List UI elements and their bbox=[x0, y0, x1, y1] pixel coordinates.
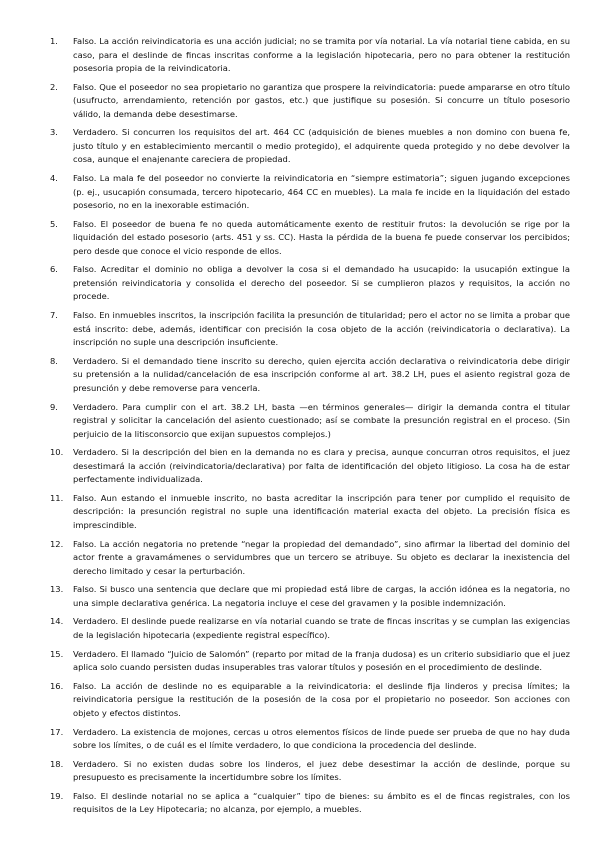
answer-item bbox=[50, 538, 570, 579]
answer-item bbox=[50, 680, 570, 721]
answer-text: Falso. El deslinde notarial no se aplica a “cualquier” tipo de bienes: su ámbito es el de fincas registrales, con los requisitos de la Ley Hipotecaria; no alcanza, por ejemplo, a muebles. bbox=[73, 790, 570, 815]
answer-item bbox=[50, 583, 570, 610]
answer-text: Falso. El poseedor de buena fe no queda automáticamente exento de restituir frutos: la devolución se rige por la liquidación del estado posesorio (arts. 451 y ss. CC). Hasta la pérdida de la buena fe puede conservar los percibidos; pero desde que conoce el vicio responde de ellos. bbox=[73, 218, 570, 256]
answer-number: 9. bbox=[50, 401, 58, 412]
answer-text: Falso. Aun estando el inmueble inscrito, no basta acreditar la inscripción para tener por cumplido el requisito de descripción: la presunción registral no suple una identificación material exacta del objeto. La precisión física es imprescindible. bbox=[73, 492, 570, 530]
answer-text: Verdadero. Si la descripción del bien en la demanda no es clara y precisa, aunque concurran otros requisitos, el juez desestimará la acción (reivindicatoria/declarativa) por falta de identificación del objeto litigioso. La cosa ha de estar perfectamente individualizada. bbox=[73, 447, 570, 485]
answer-text: Verdadero. El llamado “Juicio de Salomón” (reparto por mitad de la franja dudosa) es un criterio subsidiario que el juez aplica solo cuando persisten dudas insuperables tras valorar títulos y posesión en el procedimiento de deslinde. bbox=[73, 648, 570, 673]
answer-list bbox=[50, 35, 570, 817]
answer-item bbox=[50, 648, 570, 675]
answer-item bbox=[50, 615, 570, 642]
answer-number: 14. bbox=[50, 616, 64, 627]
answer-text: Verdadero. Si no existen dudas sobre los linderos, el juez debe desestimar la acción de deslinde, porque su presupuesto es precisamente la incertidumbre sobre los límites. bbox=[73, 758, 570, 783]
answer-item bbox=[50, 263, 570, 304]
answer-number: 1. bbox=[50, 36, 58, 46]
answer-text: Falso. Que el poseedor no sea propietario no garantiza que prospere la reivindicatoria: puede ampararse en otro título (usufructo, arrendamiento, retención por gastos, etc.) que justifique su posesión. Si concurre un título posesorio válido, la demanda debe desestimarse. bbox=[73, 81, 570, 119]
answer-text: Falso. La acción de deslinde no es equiparable a la reivindicatoria: el deslinde fija linderos y precisa límites; la reivindicatoria persigue la restitución de la posesión de la cosa por el propietario no poseedor. Son acciones con objeto y efectos distintos. bbox=[73, 680, 570, 718]
answer-number: 5. bbox=[50, 218, 58, 229]
answer-number: 8. bbox=[50, 355, 58, 366]
answer-text: Falso. En inmuebles inscritos, la inscripción facilita la presunción de titularidad; pero el actor no se limita a probar que está inscrito: debe, además, identificar con precisión la cosa objeto de la acción (reivindicatoria o declarativa). La inscripción no suple una descripción insuficiente. bbox=[73, 310, 570, 348]
answer-text: Verdadero. Si concurren los requisitos del art. 464 CC (adquisición de bienes muebles a non domino con buena fe, justo título y en establecimiento mercantil o medio protegido), el adquirente queda protegido y no debe devolver la cosa, aunque el enajenante careciera de propiedad. bbox=[73, 127, 570, 165]
answer-number: 4. bbox=[50, 173, 58, 184]
answer-text: Falso. Acreditar el dominio no obliga a devolver la cosa si el demandado ha usucapido: la usucapión extingue la pretensión reivindicatoria y consolida el derecho del poseedor. Si se cumplieron plazos y requisitos, la acción no procede. bbox=[73, 264, 570, 302]
answer-number: 16. bbox=[50, 680, 64, 691]
answer-item bbox=[50, 758, 570, 785]
answer-text: Verdadero. El deslinde puede realizarse en vía notarial cuando se trate de fincas inscritas y se cumplan las exigencias de la legislación hipotecaria (expediente registral específico). bbox=[73, 616, 570, 640]
answer-number: 2. bbox=[50, 81, 58, 92]
answer-text: Falso. Si busco una sentencia que declare que mi propiedad está libre de cargas, la acción idónea es la negatoria, no una simple declarativa genérica. La negatoria incluye el cese del gravamen y la posible indemnización. bbox=[73, 584, 570, 608]
answer-item bbox=[50, 355, 570, 396]
answer-number: 6. bbox=[50, 264, 58, 275]
answer-item bbox=[50, 126, 570, 167]
answer-item bbox=[50, 790, 570, 817]
answer-number: 12. bbox=[50, 538, 64, 549]
answer-item bbox=[50, 81, 570, 122]
answer-number: 3. bbox=[50, 127, 58, 138]
answer-item bbox=[50, 726, 570, 753]
answer-number: 18. bbox=[50, 758, 64, 769]
answer-item bbox=[50, 35, 570, 76]
answer-item bbox=[50, 172, 570, 213]
answer-number: 17. bbox=[50, 726, 64, 737]
answer-text: Verdadero. Si el demandado tiene inscrito su derecho, quien ejercita acción declarativa o reivindicatoria debe dirigir su pretensión a la nulidad/cancelación de esa inscripción conforme al art. 38.2 LH, pues el asiento registral goza de presunción y debe removerse para vencerla. bbox=[73, 355, 570, 393]
answer-text: Falso. La mala fe del poseedor no convierte la reivindicatoria en “siempre estimatoria”; siguen jugando excepciones (p. ej., usucapión consumada, tercero hipotecario, 464 CC en muebles). La mala fe incide en la liquidación del estado posesorio, no en la inexorable estimación. bbox=[73, 173, 570, 211]
answer-text: Verdadero. Para cumplir con el art. 38.2 LH, basta —en términos generales— dirigir la demanda contra el titular registral y solicitar la cancelación del asiento cuestionado; así se combate la presunción registral en el proceso. (Sin perjuicio de la litisconsorcio que exijan supuestos complejos.) bbox=[73, 401, 570, 439]
answer-number: 19. bbox=[50, 790, 64, 801]
answer-number: 11. bbox=[50, 492, 64, 503]
answer-text: Falso. La acción negatoria no pretende “negar la propiedad del demandado”, sino afirmar la libertad del dominio del actor frente a gravamámenes o servidumbres que un tercero se atribuye. Su objeto es declarar la inexistencia del derecho limitado y cesar la perturbación. bbox=[73, 538, 570, 576]
answer-item bbox=[50, 401, 570, 442]
answer-number: 13. bbox=[50, 584, 64, 595]
answer-number: 7. bbox=[50, 310, 58, 321]
answer-item bbox=[50, 309, 570, 350]
answer-text: Falso. La acción reivindicatoria es una acción judicial; no se tramita por vía notarial. La vía notarial tiene cabida, en su caso, para el deslinde de fincas inscritas conforme a la legislación hipotecaria, pero no para obtener la restitución posesoria propia de la reivindicatoria. bbox=[73, 36, 570, 73]
answer-number: 10. bbox=[50, 447, 64, 458]
answer-item bbox=[50, 446, 570, 487]
answer-text: Verdadero. La existencia de mojones, cercas u otros elementos físicos de linde puede ser prueba de que no hay duda sobre los límites, o de cuál es el límite verdadero, lo que condiciona la procedencia del deslinde. bbox=[73, 726, 570, 750]
answer-item bbox=[50, 218, 570, 259]
answer-item bbox=[50, 492, 570, 533]
answer-number: 15. bbox=[50, 648, 64, 659]
